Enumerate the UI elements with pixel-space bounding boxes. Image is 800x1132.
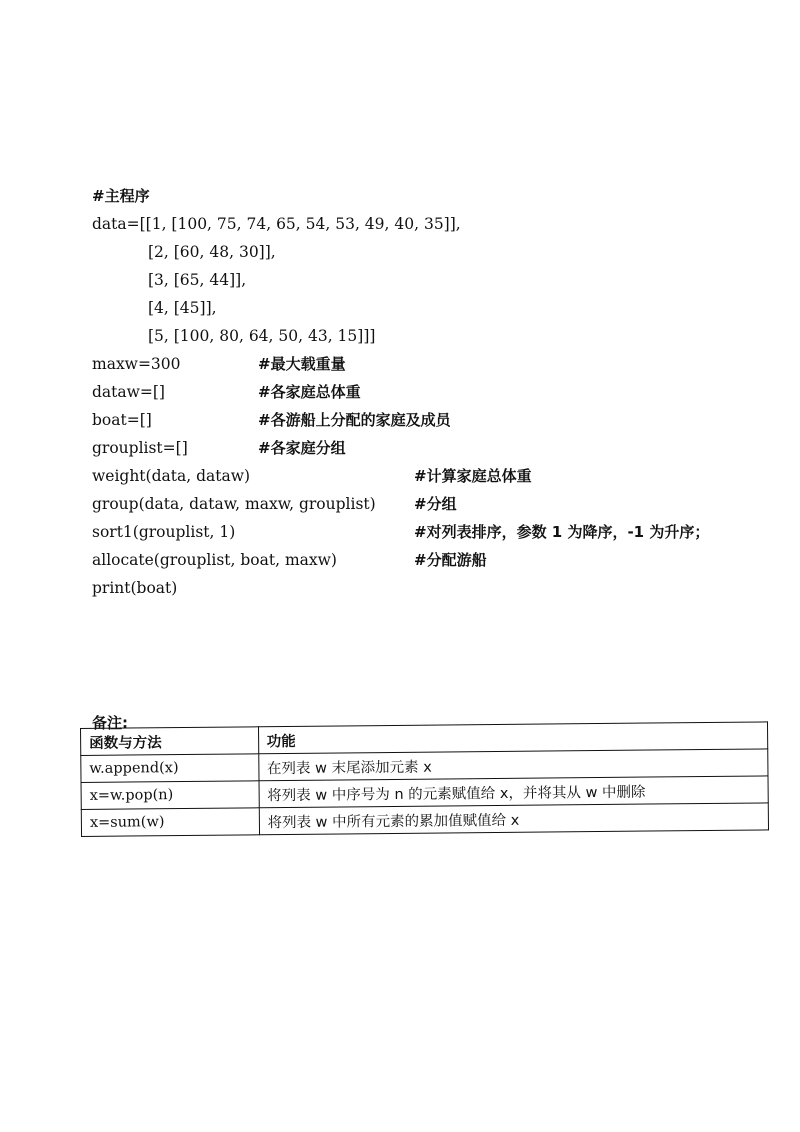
header-method: 函数与方法 [81,727,259,756]
code-text: maxw=300 [92,355,181,373]
code-line [92,462,782,490]
code-line [92,378,782,406]
table-row [81,803,768,837]
code-comment: #计算家庭总体重 [414,467,532,485]
code-line [92,406,782,434]
code-comment: #分配游船 [414,551,487,569]
code-text: [5, [100, 80, 64, 50, 43, 15]]] [148,327,376,345]
code-text: group(data, dataw, maxw, grouplist) [92,495,376,513]
code-comment: #分组 [414,495,457,513]
code-text: data=[[1, [100, 75, 74, 65, 54, 53, 49, 40, 35]], [92,215,461,233]
function-table-wrapper [80,721,769,837]
code-text: weight(data, dataw) [92,467,251,485]
code-line [92,294,782,322]
code-comment: #主程序 [92,187,150,205]
code-line [92,434,782,462]
code-text: [2, [60, 48, 30]], [148,243,276,261]
code-line [92,210,782,238]
code-comment: #各游船上分配的家庭及成员 [258,411,451,429]
remarks-label: 备注: [92,714,128,732]
code-text: print(boat) [92,579,178,597]
code-line [92,322,782,350]
code-line [92,238,782,266]
code-line [92,574,782,602]
method-cell: x=sum(w) [81,808,259,837]
code-comment: #最大载重量 [258,355,346,373]
description-cell: 将列表 w 中序号为 n 的元素赋值给 x，并将其从 w 中删除 [259,776,769,808]
code-text: boat=[] [92,411,152,429]
description-cell: 将列表 w 中所有元素的累加值赋值给 x [259,803,769,835]
code-text: grouplist=[] [92,439,188,457]
method-cell: w.append(x) [81,754,259,783]
code-line [92,182,782,210]
code-text: allocate(grouplist, boat, maxw) [92,551,337,569]
code-line [92,266,782,294]
code-line [92,546,782,574]
method-cell: x=w.pop(n) [81,781,259,810]
description-cell: 在列表 w 末尾添加元素 x [258,749,768,781]
code-text: [4, [45]], [148,299,217,317]
header-function: 功能 [258,722,768,754]
function-table [80,721,769,837]
code-text: [3, [65, 44]], [148,271,247,289]
main-program-code [92,182,782,602]
code-text: dataw=[] [92,383,165,401]
code-comment: #对列表排序，参数 1 为降序，-1 为升序； [414,523,710,541]
code-line [92,490,782,518]
code-comment: #各家庭总体重 [258,383,361,401]
code-line [92,518,782,546]
code-comment: #各家庭分组 [258,439,346,457]
code-line [92,350,782,378]
code-text: sort1(grouplist, 1) [92,523,236,541]
